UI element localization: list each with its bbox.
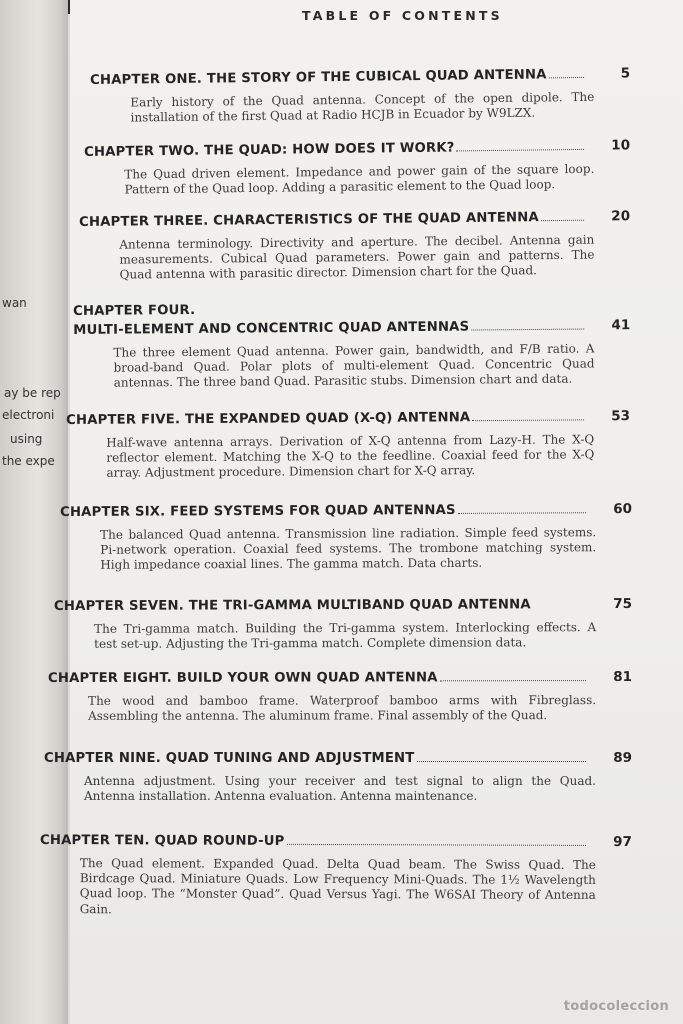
chapter-description: The Quad element. Expanded Quad. Delta Quad beam. The Swiss Quad. The Birdcage Quad. Miniature Quads. Low Frequency Mini-Quads. The 1½ Wavelength Quad loop. The “Monster Quad”. Quad Versus Yagi. The W6SAI Theory of Antenna Gain. bbox=[79, 856, 596, 916]
chapter-description: The Tri-gamma match. Building the Tri-gamma system. Interlocking effects. A test set-up. Adjusting the Tri-gamma match. Complete dimension data. bbox=[94, 620, 597, 652]
chapter-page-number: 41 bbox=[611, 317, 631, 334]
dot-leader bbox=[471, 319, 584, 331]
chapter-page-number: 60 bbox=[613, 501, 633, 518]
chapter-title: MULTI-ELEMENT AND CONCENTRIC QUAD ANTENNAS bbox=[73, 319, 470, 338]
chapter-description: Antenna adjustment. Using your receiver and test signal to align the Quad. Antenna installation. Antenna evaluation. Antenna maintenance. bbox=[84, 774, 596, 804]
dot-leader bbox=[287, 834, 586, 846]
chapter-entry bbox=[66, 408, 630, 482]
chapter-entry bbox=[60, 501, 632, 574]
chapter-entry bbox=[40, 832, 632, 919]
chapter-description: The three element Quad antenna. Power gain, bandwidth, and F/B ratio. A broad-band Quad. Polar plots of multi-element Quad. Concentric Quad antennas. The three band Quad. Parasitic stubs. Dimension chart and data. bbox=[113, 341, 595, 391]
spine-text-fragment: ay be rep bbox=[4, 386, 61, 400]
spine-text-fragment: wan bbox=[2, 296, 27, 310]
chapter-title: CHAPTER TWO. THE QUAD: HOW DOES IT WORK? bbox=[84, 140, 455, 160]
chapter-entry bbox=[48, 669, 632, 724]
chapter-page-number: 53 bbox=[611, 408, 631, 425]
chapter-entry bbox=[84, 137, 631, 198]
chapter-title: CHAPTER NINE. QUAD TUNING AND ADJUSTMENT bbox=[44, 751, 415, 766]
watermark-logo: todocoleccion bbox=[563, 999, 669, 1014]
chapter-title: CHAPTER THREE. CHARACTERISTICS OF THE QUAD ANTENNA bbox=[79, 210, 539, 230]
chapter-page-number: 81 bbox=[613, 668, 633, 686]
dot-leader bbox=[417, 751, 587, 762]
chapter-title: CHAPTER TEN. QUAD ROUND-UP bbox=[39, 833, 285, 849]
dot-leader bbox=[472, 409, 584, 421]
toc-heading: TABLE OF CONTENTS bbox=[302, 8, 503, 23]
dot-leader bbox=[456, 139, 584, 152]
chapter-page-number: 89 bbox=[613, 750, 632, 766]
chapter-description: Early history of the Quad antenna. Concept of the open dipole. The installation of the first Quad at Radio HCJB in Ecuador by W9LZX. bbox=[130, 89, 595, 125]
chapter-entry bbox=[73, 299, 631, 391]
dot-leader bbox=[549, 67, 585, 78]
chapter-description: The Quad driven element. Impedance and power gain of the square loop. Pattern of the Quad loop. Adding a parasitic element to the Quad loop. bbox=[124, 161, 595, 197]
chapter-entry bbox=[79, 208, 631, 283]
chapter-description: The balanced Quad antenna. Transmission line radiation. Simple feed systems. Pi-network operation. Coaxial feed systems. The trombone matching system. High impedance coaxial lines. The gamma match. Data charts. bbox=[100, 525, 597, 573]
chapter-entry bbox=[44, 750, 632, 804]
dot-leader bbox=[458, 502, 586, 514]
dot-leader bbox=[440, 670, 586, 681]
chapter-description: Antenna terminology. Directivity and aperture. The decibel. Antenna gain measurements. Cubical Quad parameters. Power gain and patterns. The Quad antenna with parasitic director. Dimension chart for the Quad. bbox=[119, 232, 595, 282]
spine-text-fragment: the expe bbox=[2, 454, 55, 468]
spine-text-fragment: using bbox=[10, 432, 43, 446]
chapter-page-number: 20 bbox=[611, 208, 631, 225]
chapter-entry bbox=[90, 65, 631, 126]
chapter-description: The wood and bamboo frame. Waterproof bamboo arms with Fibreglass. Assembling the antenna. The aluminum frame. Final assembly of the Quad. bbox=[88, 693, 597, 724]
chapter-entry bbox=[54, 596, 632, 652]
spine-text-fragment: electroni bbox=[2, 408, 55, 422]
chapter-title: CHAPTER ONE. THE STORY OF THE CUBICAL QUAD ANTENNA bbox=[90, 67, 547, 88]
chapter-title: CHAPTER EIGHT. BUILD YOUR OWN QUAD ANTENNA bbox=[48, 670, 438, 686]
chapter-description: Half-wave antenna arrays. Derivation of X-Q antenna from Lazy-H. The X-Q reflector element. Matching the X-Q to the feedline. Coaxial feed for the X-Q array. Adjustment procedure. Dimension chart for X-Q array. bbox=[106, 432, 595, 481]
chapter-title: CHAPTER SIX. FEED SYSTEMS FOR QUAD ANTENNAS bbox=[60, 502, 456, 520]
chapter-page-number: 97 bbox=[613, 834, 632, 851]
chapter-number-line: CHAPTER FOUR. bbox=[73, 302, 196, 319]
chapter-page-number: 75 bbox=[613, 595, 633, 613]
chapter-title: CHAPTER SEVEN. THE TRI-GAMMA MULTIBAND QUAD ANTENNA bbox=[54, 597, 531, 614]
chapter-page-number: 5 bbox=[620, 65, 631, 82]
chapter-title: CHAPTER FIVE. THE EXPANDED QUAD (X-Q) ANTENNA bbox=[66, 410, 471, 428]
dot-leader bbox=[541, 210, 584, 221]
chapter-page-number: 10 bbox=[611, 137, 631, 154]
